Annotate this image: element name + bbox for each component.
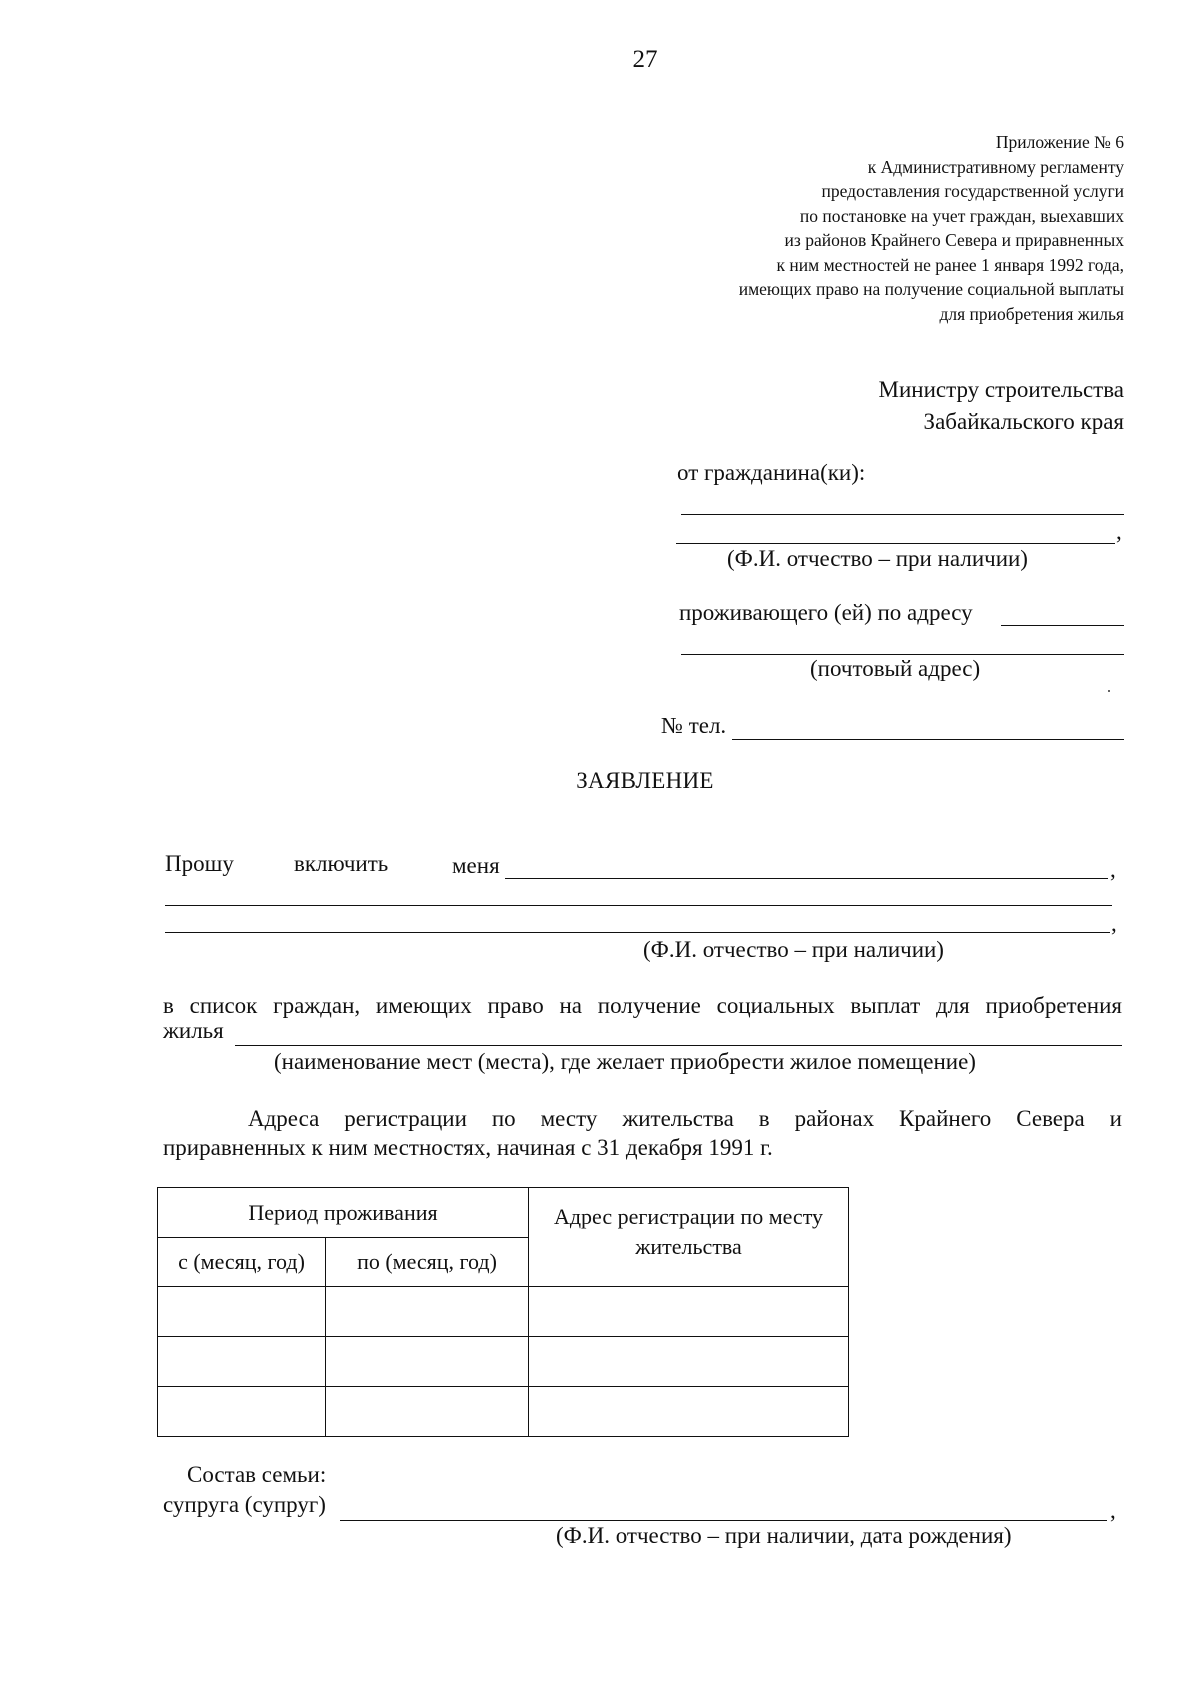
place-field[interactable] [235, 1045, 1122, 1046]
phone-label: № тел. [661, 713, 727, 738]
housing-word: жилья [163, 1018, 224, 1043]
from-header: с (месяц, год) [158, 1238, 326, 1287]
list-text: в список граждан, имеющих право на получение социальных выплат для приобретения [163, 993, 1122, 1018]
request-name-field-3[interactable] [165, 932, 1110, 933]
table-row [158, 1337, 849, 1387]
to-cell[interactable] [326, 1287, 529, 1337]
to-cell[interactable] [326, 1337, 529, 1387]
address-field-2[interactable] [681, 654, 1124, 655]
table-row [158, 1387, 849, 1437]
address-label: проживающего (ей) по адресу [679, 600, 973, 625]
phone-field[interactable] [732, 739, 1124, 740]
page-number: 27 [632, 46, 658, 73]
appendix-line: имеющих право на получение социальной выплаты [738, 279, 1124, 299]
registration-text-line1: Адреса регистрации по месту жительства в районах Крайнего Севера и [248, 1106, 1122, 1131]
request-word: включить [294, 851, 389, 876]
addressee-line: Министру строительства [878, 377, 1124, 402]
address-cell[interactable] [529, 1337, 849, 1387]
from-citizen-label: от гражданина(ки): [677, 460, 866, 485]
address-header: Адрес регистрации по месту жительства [529, 1188, 849, 1287]
from-cell[interactable] [158, 1387, 326, 1437]
residence-table [157, 1187, 849, 1437]
table-row [158, 1287, 849, 1337]
appendix-header [604, 130, 1124, 326]
registration-text-line2: приравненных к ним местностях, начиная с 31 декабря 1991 г. [163, 1135, 773, 1160]
to-cell[interactable] [326, 1387, 529, 1437]
appendix-line: Приложение № 6 [995, 132, 1124, 152]
appendix-line: из районов Крайнего Севера и приравненных [784, 230, 1124, 250]
address-field-1[interactable] [1001, 625, 1124, 626]
spouse-field[interactable] [340, 1520, 1107, 1521]
comma: , [1110, 857, 1116, 882]
appendix-line: для приобретения жилья [939, 303, 1124, 324]
place-caption: (наименование мест (места), где желает приобрести жилое помещение) [274, 1049, 976, 1074]
applicant-name-field-2[interactable] [676, 543, 1115, 544]
from-cell[interactable] [158, 1337, 326, 1387]
appendix-line: предоставления государственной услуги [821, 181, 1124, 201]
appendix-line: к Административному регламенту [867, 156, 1124, 177]
to-header: по (месяц, год) [326, 1238, 529, 1287]
postal-address-caption: (почтовый адрес) [810, 656, 981, 681]
appendix-line: по постановке на учет граждан, выехавших [799, 205, 1124, 226]
address-cell[interactable] [529, 1287, 849, 1337]
request-name-field-2[interactable] [165, 905, 1112, 906]
document-title: ЗАЯВЛЕНИЕ [576, 768, 714, 793]
comma: , [1116, 519, 1122, 544]
request-word: меня [452, 853, 500, 878]
spouse-label: супруга (супруг) [163, 1492, 326, 1517]
period-header: Период проживания [158, 1188, 529, 1238]
fio-caption: (Ф.И. отчество – при наличии) [727, 546, 1028, 571]
addressee-line: Забайкальского края [923, 409, 1124, 434]
family-heading: Состав семьи: [187, 1462, 327, 1487]
addressee [879, 374, 1124, 438]
request-fio-caption: (Ф.И. отчество – при наличии) [643, 937, 944, 962]
appendix-line: к ним местностей не ранее 1 января 1992 года, [776, 254, 1124, 275]
applicant-name-field-1[interactable] [681, 514, 1124, 515]
comma: , [1110, 1498, 1116, 1523]
request-word: Прошу [165, 851, 234, 876]
from-cell[interactable] [158, 1287, 326, 1337]
request-name-field-1[interactable] [505, 878, 1108, 879]
comma: , [1111, 911, 1117, 936]
scan-speck [1108, 690, 1110, 692]
address-cell[interactable] [529, 1387, 849, 1437]
spouse-caption: (Ф.И. отчество – при наличии, дата рождения) [556, 1523, 1012, 1548]
